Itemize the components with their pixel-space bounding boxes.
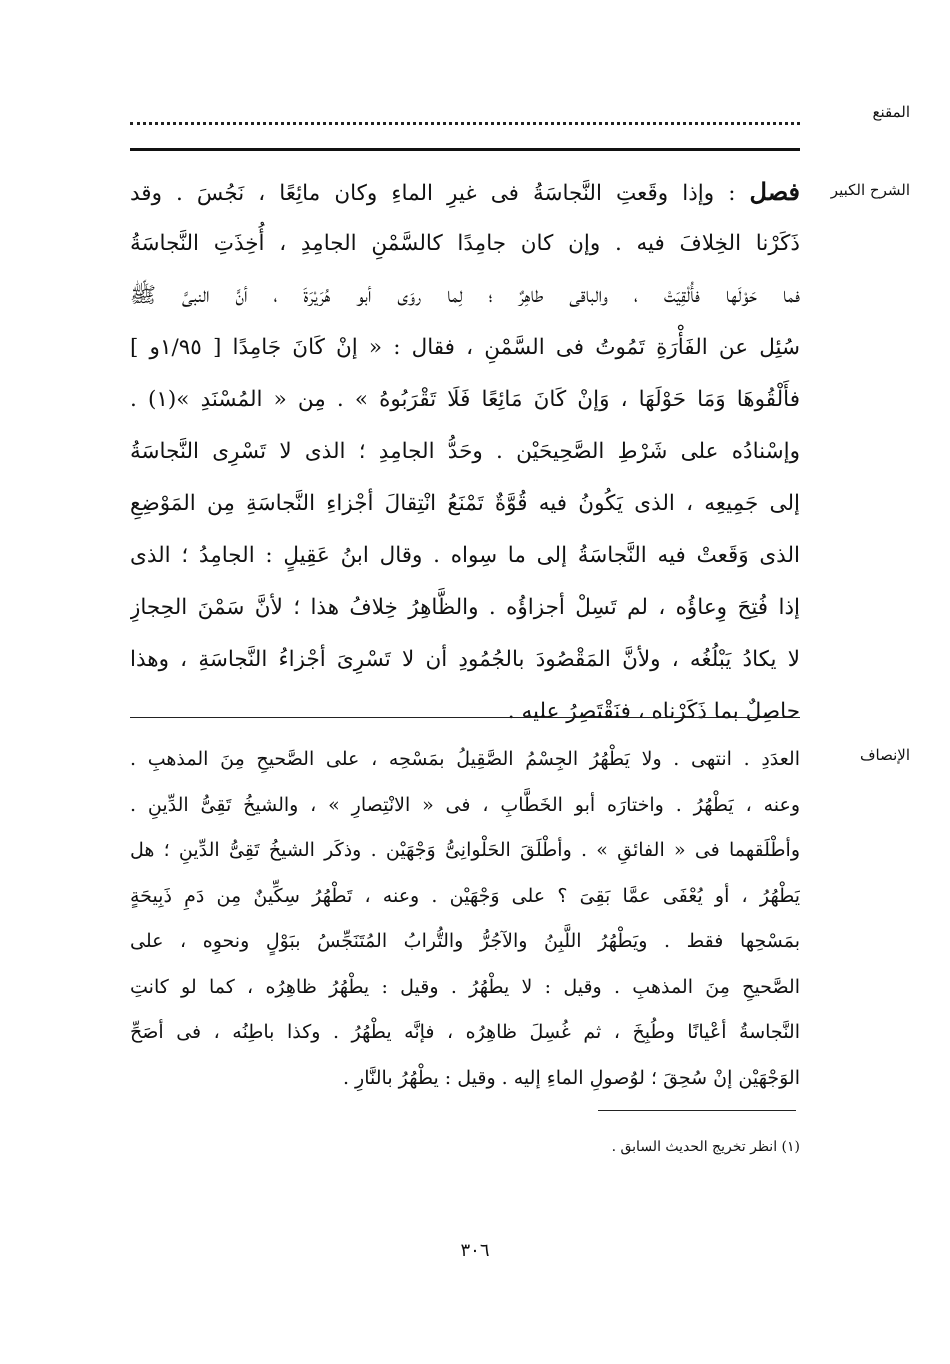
- insaf-line: وأطْلَقهما فى « الفائقِ » . وأطْلَقَ الحَلْوانِىُّ وَجْهَيْن . وذكَر الشيخُ تَقِىُّ الدِّينِ ؛ هل: [130, 839, 800, 861]
- section-divider: [130, 717, 800, 718]
- insaf-line: النَّجاسةُ أعْيانًا وطُبِخَ ، ثم غُسِلَ ظاهِرُه ، فإنَّه يطْهُرُ . وكذا باطِنُه ، فى أصَحِّ: [130, 1021, 800, 1043]
- dotted-divider: [130, 122, 800, 125]
- sharh-line: ذَكَرْنا الخِلافَ فيه . وإن كان جامِدًا كالسَّمْنِ الجامِدِ ، أُخِذَتِ النَّجاسَةُ: [130, 231, 800, 256]
- margin-label-insaf: الإنصاف: [859, 746, 910, 764]
- sharh-line: فما حَوْلَها فأُلْقِيَتْ ، والباقى طاهِرٌ ؛ لِما روَى أبو هُرَيْرَةَ ، أنَّ النبىَّ ﷺ: [130, 283, 800, 308]
- sharh-line: لا يكادُ يَبْلُغُه ، ولأنَّ المَقْصُودَ بالجُمُودِ أن لا تَسْرِىَ أجْزاءُ النَّجاسَةِ ، وهذا: [130, 647, 800, 672]
- margin-label-muqni: المقنع: [872, 103, 910, 121]
- sharh-line: سُئِل عن الفَأْرَةِ تَمُوتُ فى السَّمْنِ ، فقال : « إنْ كَانَ جَامِدًا [ ١/٩٥و ]: [130, 335, 800, 360]
- insaf-line: وعنه ، يَطْهُرُ . واختارَه أبو الخَطَّابِ ، فى « الانْتِصارِ » ، والشيخُ تَقِىُّ الدِّينِ .: [130, 793, 800, 816]
- footnote-separator: [598, 1110, 796, 1111]
- sharh-line: الذى وَقَعتْ فيه النَّجاسَةُ إلى ما سِواه . وقال ابنُ عَقِيلٍ : الجامِدُ ؛ الذى: [130, 543, 800, 568]
- sharh-line: إلى جَمِيعِه ، الذى يَكُونُ فيه قُوَّةٌ تَمْنَعُ انْتِقالَ أجْزاءِ النَّجاسَةِ مِن المَوْضِعِ: [130, 491, 800, 516]
- sharh-line: فأَلْقُوهَا وَمَا حَوْلَهَا ، وَإنْ كَانَ مَائِعًا فَلَا تَقْرَبُوهُ » . مِن « المُسْنَدِ »(١) .: [130, 387, 800, 412]
- section-top-rule: [130, 148, 800, 151]
- footnote: (١) انظر تخريج الحديث السابق .: [611, 1139, 800, 1155]
- insaf-text-block: [130, 738, 800, 1102]
- insaf-line: العدَدِ . انتهى . ولا يَطْهُرُ الجِسْمُ الصَّقِيلُ بمَسْحِه ، على الصَّحيحِ مِنَ المذهبِ .: [130, 748, 800, 770]
- page-number: ٣٠٦: [460, 1240, 490, 1261]
- margin-label-sharh: الشرح الكبير: [830, 181, 910, 199]
- sharh-line: حاصِلٌ بما ذَكَرْناه ، فنَقْتَصِرُ عليه .: [507, 699, 800, 724]
- insaf-line: بمَسْحِها فقط . ويَطْهُرُ اللَّبِنُ والآجُرُّ والتُّرابُ المُتَنَجِّسُ ببَوْلٍ ونحوِه ، على: [130, 930, 800, 952]
- sharh-text-block: [130, 168, 800, 740]
- insaf-line: يَطْهُرُ ، أو يُعْفَى عمَّا بَقِىَ ؟ على وَجْهَيْن . وعنه ، تَطْهُرُ سِكِّينٌ مِن دَمِ ذَبِيحَةٍ: [130, 884, 800, 907]
- sharh-line-text: : وإذا وقَعتِ النَّجاسَةُ فى غيرِ الماءِ وكان مائِعًا ، نَجُسَ . وقد: [130, 181, 750, 206]
- section-heading-fasl: فصل: [749, 177, 800, 206]
- insaf-line: الوَجْهَيْن إنْ سُحِقَ ؛ لوُصولِ الماءِ إليه . وقيل : يطْهُرُ بالنَّارِ .: [342, 1066, 800, 1089]
- sharh-line: [130, 168, 800, 220]
- sharh-line: وإسْنادُه على شَرْطِ الصَّحِيحَيْن . وحَدُّ الجامِدِ ؛ الذى لا تَسْرِى النَّجاسَةُ: [130, 439, 800, 464]
- insaf-line: الصَّحيحِ مِنَ المذهبِ . وقيل : لا يطْهُرُ . وقيل : يطْهُرُ ظاهِرُه ، كما لو كانتِ: [130, 975, 800, 998]
- sharh-line: إذا فُتِحَ وِعاؤُه ، لم تَسِلْ أجزاؤُه . والظَّاهِرُ خِلافُ هذا ؛ لأنَّ سَمْنَ الحِجازِ: [130, 595, 800, 620]
